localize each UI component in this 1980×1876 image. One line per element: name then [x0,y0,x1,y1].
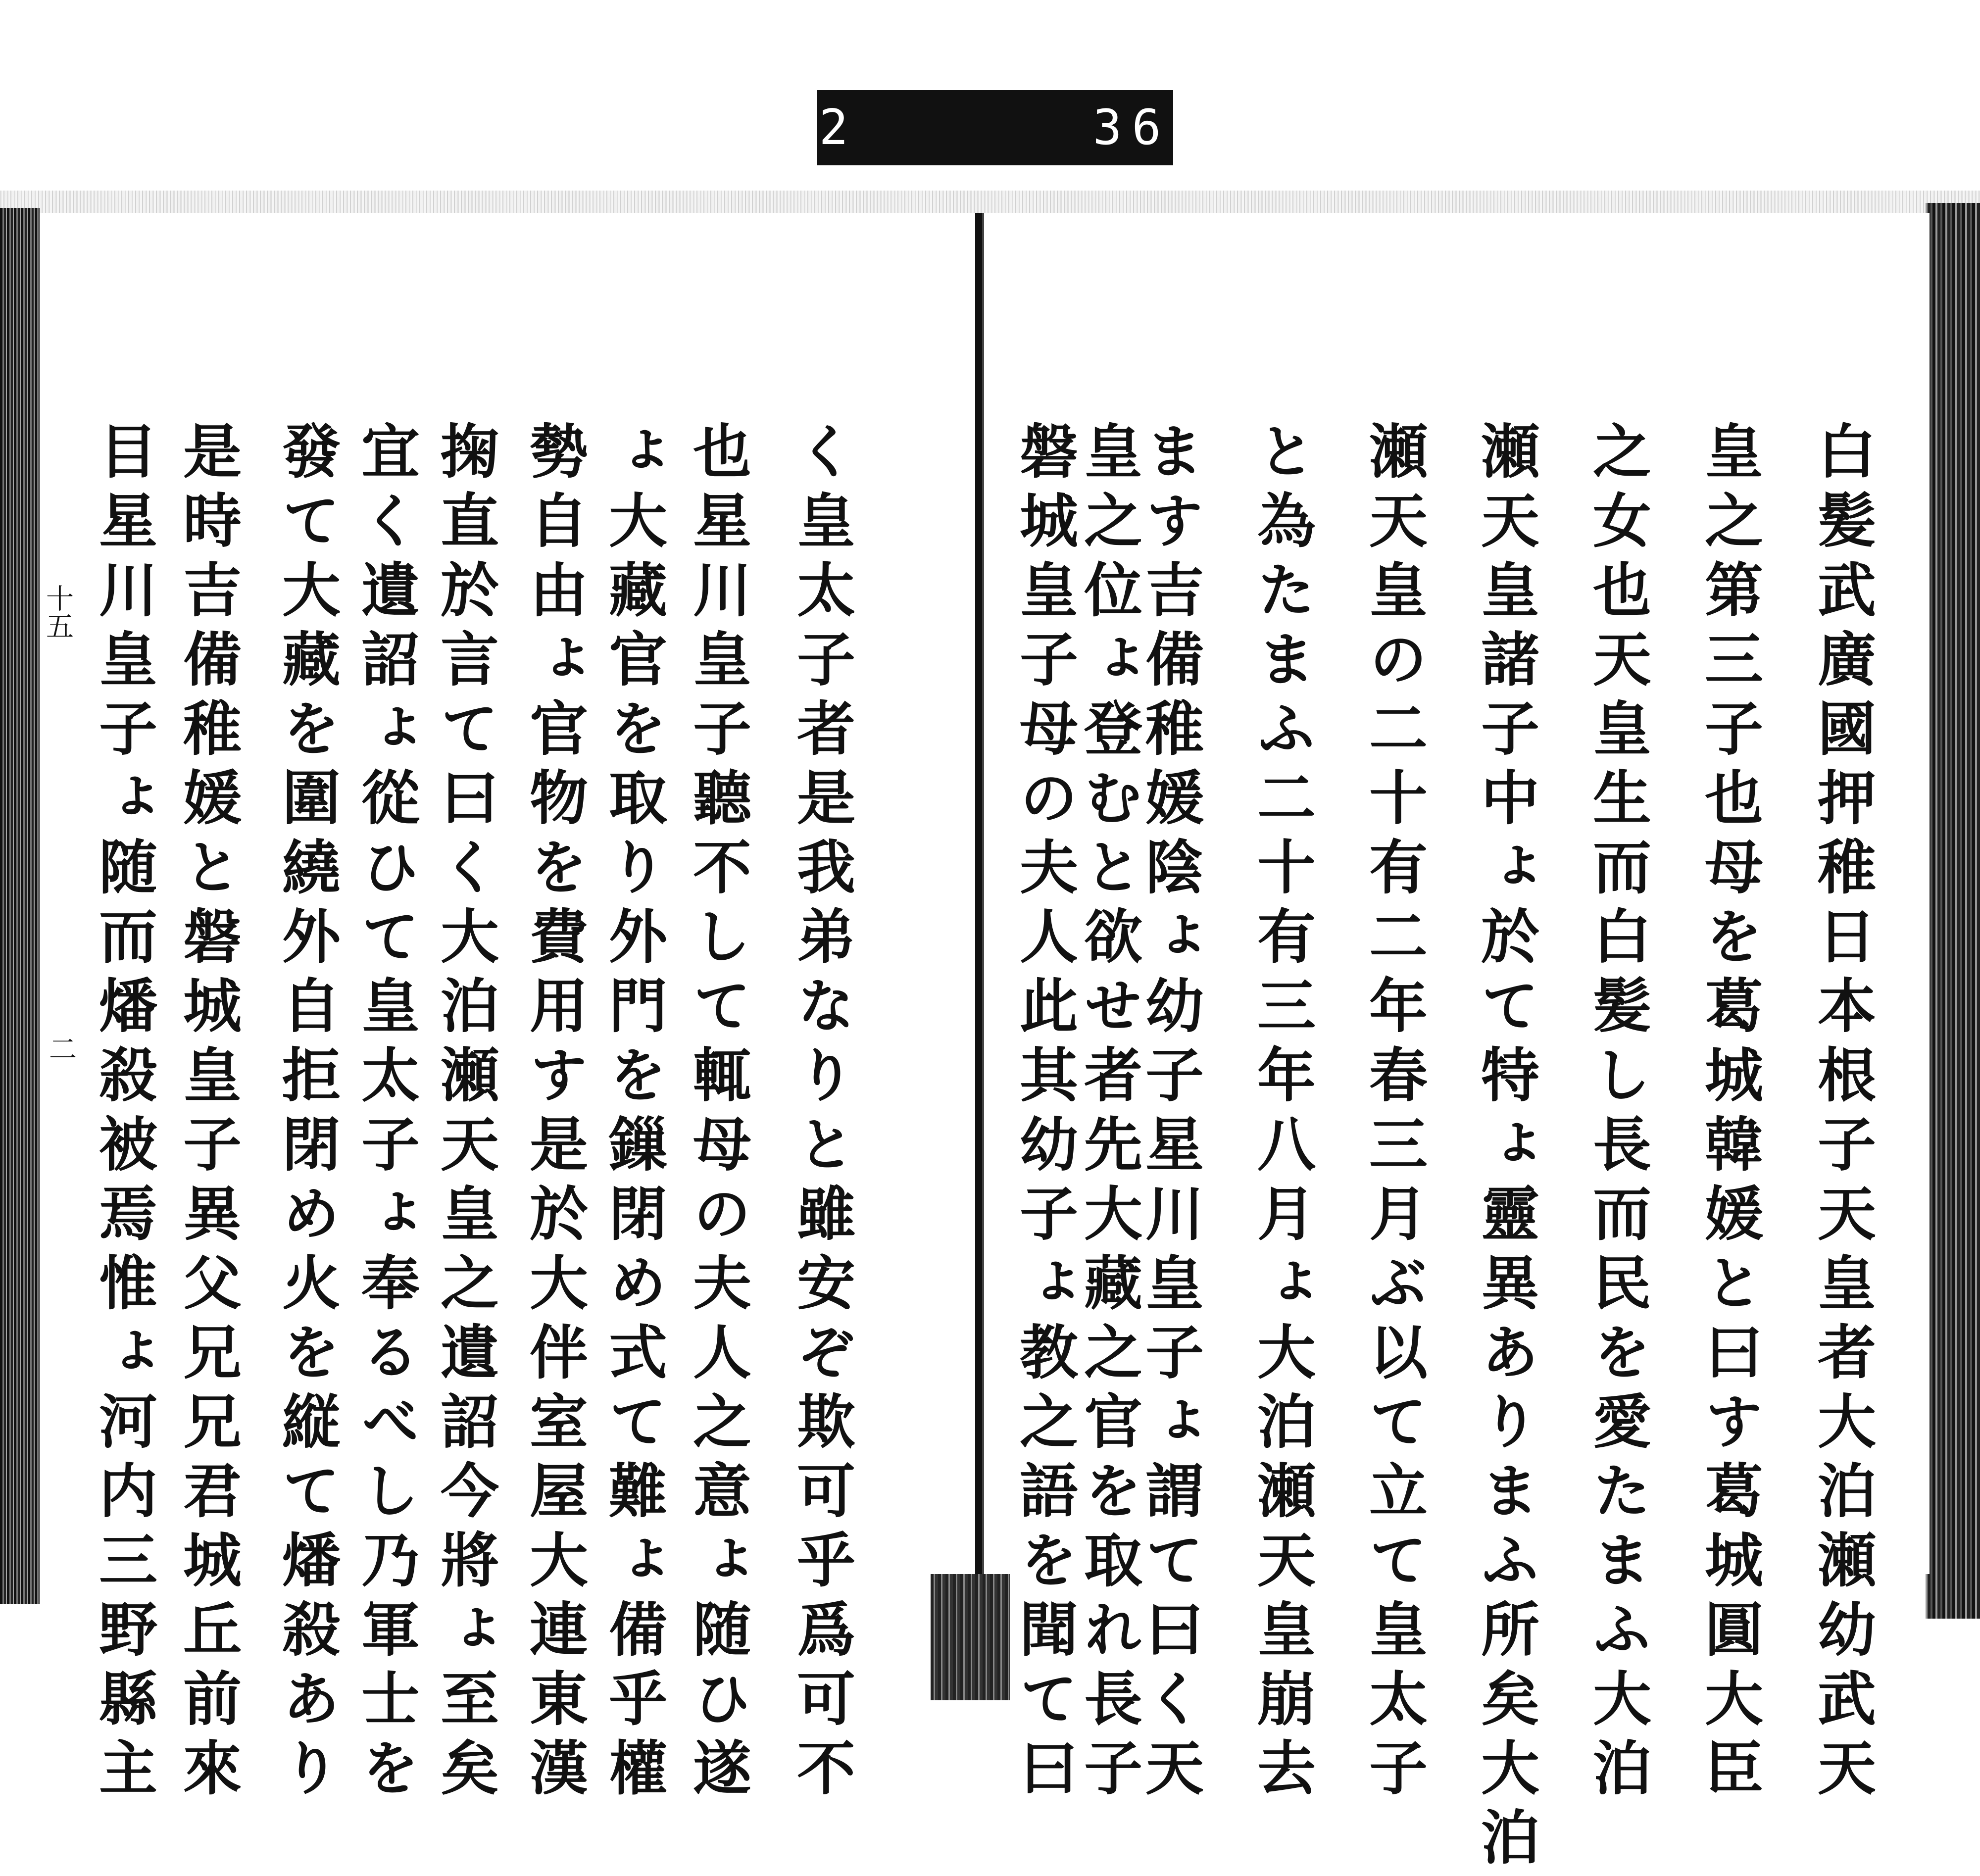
left-column-3: ょ大藏官を取り外門を鏁閉め式て難ょ備乎權 [599,421,668,1807]
left-page-edges [0,208,40,1604]
catalog-right-number: 363. [1092,99,1249,156]
left-column-1: く皇太子者是我弟なりと雖安ぞ欺可乎爲可不 [787,421,856,1807]
top-noise-strip [0,191,1980,213]
right-column-7: ます吉備稚媛陰ょ幼子星川皇子ょ謂て曰く天 [1136,421,1204,1807]
right-column-3: 之女也天皇生而白髪し長而民を愛たまふ大泊 [1583,421,1652,1807]
right-column-6: と為たまふ二十有三年八月ょ大泊瀬天皇崩去 [1247,421,1316,1807]
right-column-5: 瀬天皇の二十有二年春三月ぶ以て立て皇太子 [1359,421,1428,1807]
left-column-5: 掬直於言て曰く大泊瀬天皇之遺詔今將ょ至矣 [431,421,499,1807]
right-column-8: 皇之位ょ登むと欲せ者先大藏之官を取れ長子 [1074,421,1143,1807]
folio-juugo: 十五 [42,584,74,640]
left-column-2: 也星川皇子聽不して輒母の夫人之意ょ随ひ遂 [683,421,752,1807]
left-column-8: 是時吉備稚媛と磐城皇子異父兄兄君城丘前來 [173,421,242,1807]
right-page-edges [1926,203,1980,1619]
catalog-label [741,90,1249,165]
left-column-7: 發て大藏を圍繞外自拒閉め火を縦て燔殺あり [272,421,341,1807]
folio-ni: 二 [45,1035,77,1062]
gutter-shadow [931,1574,1010,1700]
left-column-6: 宜く遺詔ょ從ひて皇太子ょ奉るべし乃軍士を [351,421,420,1807]
right-column-4: 瀬天皇諸子中ょ於て特ょ靈異ありまふ所矣大泊 [1471,421,1540,1876]
right-column-9: 磐城皇子母の夫人此其幼子ょ教之語を聞て曰 [1010,421,1079,1807]
right-column-2: 皇之第三子也母を葛城韓媛と曰す葛城圓大臣 [1695,421,1764,1807]
left-column-4: 勢自由ょ官物を費用す是於大伴室屋大連東漢 [520,421,589,1807]
left-column-9: 目星川皇子ょ随而燔殺被焉惟ょ河内三野縣主 [89,421,158,1807]
right-column-1: 白髪武廣國押稚日本根子天皇者大泊瀬幼武天 [1808,421,1877,1807]
catalog-left-number: 732 [741,99,858,156]
